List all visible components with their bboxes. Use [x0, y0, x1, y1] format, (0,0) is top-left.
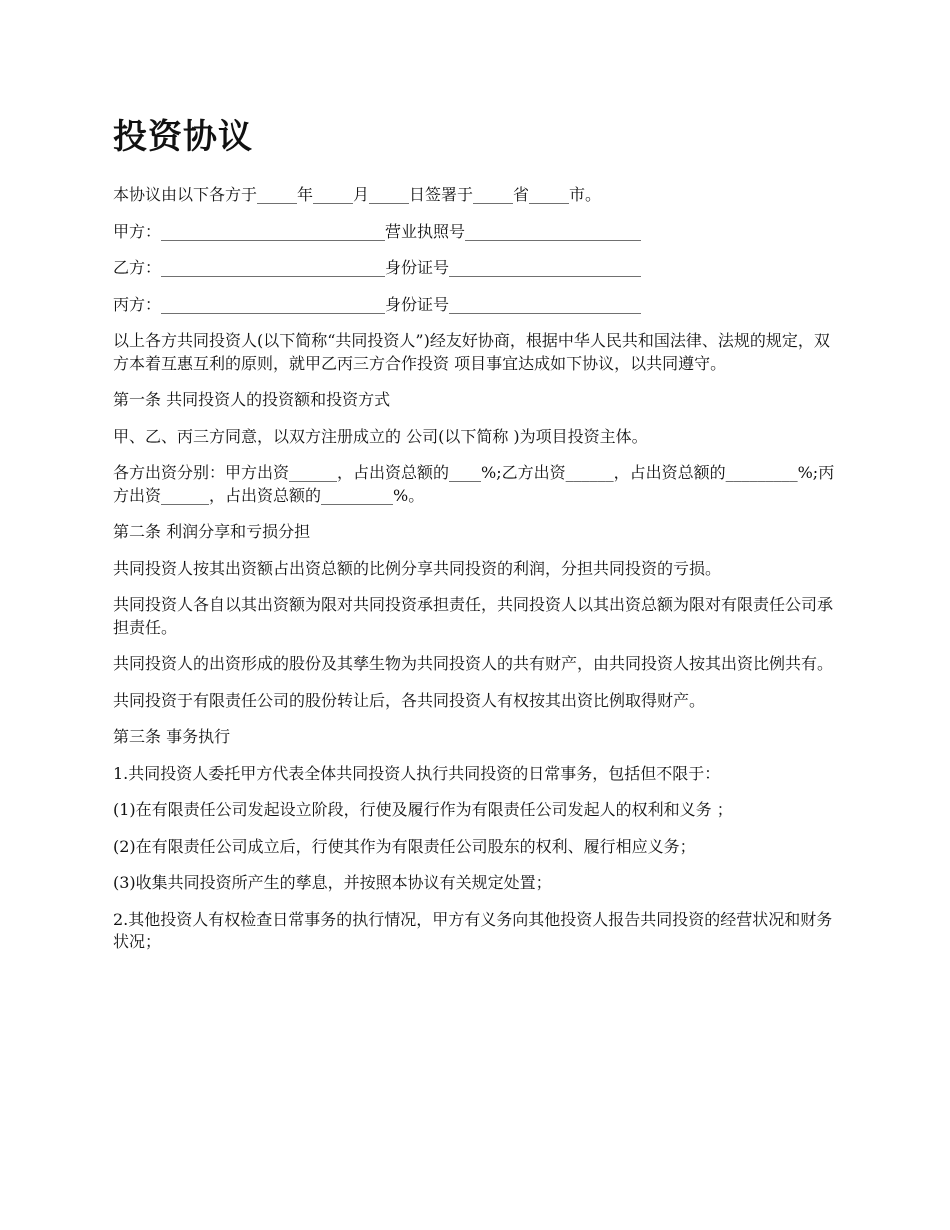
article-3-subitem-3: (3)收集共同投资所产生的孳息，并按照本协议有关规定处置； — [113, 873, 552, 892]
article-1-para-2: 各方出资分别：甲方出资______，占出资总额的____%;乙方出资______，占出资总额的_________%;丙方出资______，占出资总额的_________%。 — [113, 463, 835, 505]
article-2-para-1: 共同投资人按其出资额占出资总额的比例分享共同投资的利润，分担共同投资的亏损。 — [113, 558, 722, 578]
article-3-subitem-2: (2)在有限责任公司成立后，行使其作为有限责任公司股东的权利、履行相应义务； — [113, 836, 696, 856]
party-a-line: 甲方：____________________________营业执照号______________________ — [113, 221, 642, 241]
article-3-item-2: 2.其他投资人有权检查日常事务的执行情况，甲方有义务向其他投资人报告共同投资的经营状况和财务状况； — [113, 909, 833, 951]
article-3-item-1: 1.共同投资人委托甲方代表全体共同投资人执行共同投资的日常事务，包括但不限于： — [113, 763, 721, 783]
article-2-para-4: 共同投资于有限责任公司的股份转让后，各共同投资人有权按其出资比例取得财产。 — [113, 690, 706, 710]
document-page — [113, 112, 841, 968]
signing-info: 本协议由以下各方于_____年_____月_____日签署于_____省_____市。 — [113, 185, 602, 204]
party-c-line: 丙方：____________________________身份证号________________________ — [113, 294, 642, 314]
document-title: 投资协议 — [113, 117, 253, 157]
article-3-subitem-1: (1)在有限责任公司发起设立阶段，行使及履行作为有限责任公司发起人的权利和义务 ； — [113, 800, 733, 819]
article-1-para-1: 甲、乙、丙三方同意，以双方注册成立的 公司(以下简称 )为项目投资主体。 — [113, 426, 648, 446]
article-2-para-3: 共同投资人的出资形成的股份及其孳生物为共同投资人的共有财产，由共同投资人按其出资比例共有。 — [113, 654, 834, 673]
article-2-para-2: 共同投资人各自以其出资额为限对共同投资承担责任，共同投资人以其出资总额为限对有限责任公司承担责任。 — [113, 595, 834, 637]
article-3-heading: 第三条 事务执行 — [113, 727, 231, 746]
article-2-heading: 第二条 利润分享和亏损分担 — [113, 522, 311, 541]
preamble: 以上各方共同投资人(以下简称“共同投资人”)经友好协商，根据中华人民共和国法律、法规的规定，双方本着互惠互利的原则，就甲乙丙三方合作投资 项目事宜达成如下协议，以共同遵守。 — [113, 331, 830, 373]
party-b-line: 乙方：____________________________身份证号________________________ — [113, 258, 642, 277]
article-1-heading: 第一条 共同投资人的投资额和投资方式 — [113, 390, 391, 409]
